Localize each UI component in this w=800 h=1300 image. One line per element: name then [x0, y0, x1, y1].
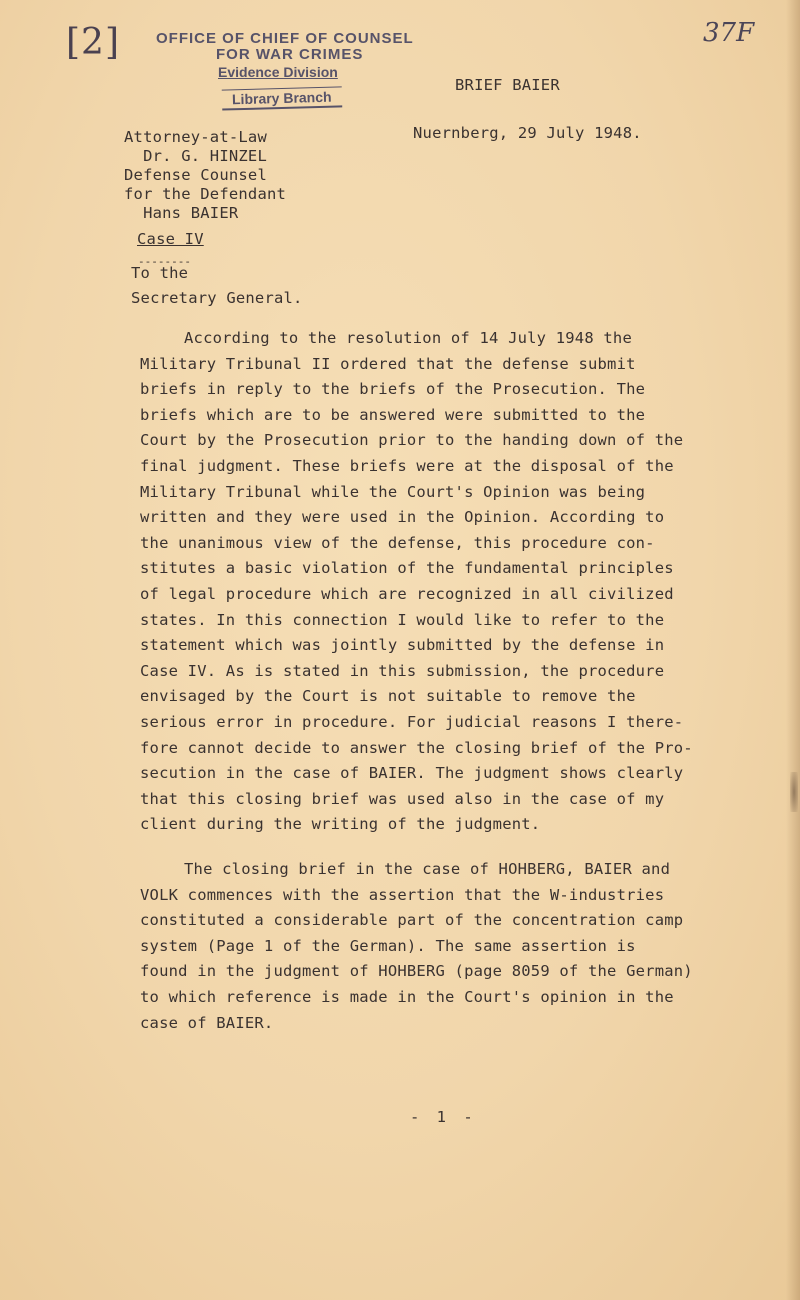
text-line: final judgment. These briefs were at the disposal of the: [140, 456, 674, 475]
handwritten-reference: 37F: [703, 18, 755, 48]
stamp-line-division: Evidence Division: [218, 64, 338, 80]
text-line: Military Tribunal while the Court's Opinion was being: [140, 482, 646, 501]
text-line: system (Page 1 of the German). The same assertion is: [140, 936, 636, 955]
text-line: fore cannot decide to answer the closing brief of the Pro-: [140, 738, 693, 757]
sender-line: Defense Counsel: [124, 166, 267, 184]
sender-block: [124, 128, 286, 223]
text-line: constituted a considerable part of the concentration camp: [140, 911, 684, 930]
document-type: BRIEF BAIER: [455, 76, 560, 94]
stamp-line-war-crimes: FOR WAR CRIMES: [216, 46, 364, 63]
body-paragraph-1: [140, 326, 760, 838]
text-line: Case IV. As is stated in this submission, the procedure: [140, 661, 665, 680]
edge-smudge: [790, 772, 798, 812]
text-line: client during the writing of the judgment.: [140, 815, 541, 834]
sender-line: Attorney-at-Law: [124, 128, 267, 146]
sender-line: for the Defendant: [124, 185, 287, 203]
text-line: briefs in reply to the briefs of the Prosecution. The: [140, 380, 646, 399]
case-label: Case IV: [137, 230, 204, 248]
sender-line: Hans BAIER: [124, 204, 239, 222]
text-line: envisaged by the Court is not suitable to remove the: [140, 687, 636, 706]
case-double-underline: --------: [138, 255, 191, 268]
text-line: the unanimous view of the defense, this procedure con-: [140, 533, 655, 552]
text-line: found in the judgment of HOHBERG (page 8059 of the German): [140, 962, 693, 981]
text-line: states. In this connection I would like to refer to the: [140, 610, 665, 629]
archive-number: [2]: [66, 22, 120, 63]
addressee-line: To the: [131, 264, 189, 282]
page-edge-shadow: [786, 0, 800, 1300]
page-number: - 1 -: [410, 1108, 477, 1126]
text-line: statement which was jointly submitted by the defense in: [140, 636, 665, 655]
sender-line: Dr. G. HINZEL: [124, 147, 267, 165]
text-line: of legal procedure which are recognized in all civilized: [140, 584, 674, 603]
text-line: to which reference is made in the Court's opinion in the: [140, 987, 674, 1006]
text-line: serious error in procedure. For judicial reasons I there-: [140, 712, 684, 731]
place-date: Nuernberg, 29 July 1948.: [413, 124, 642, 142]
stamp-line-office: OFFICE OF CHIEF OF COUNSEL: [156, 30, 414, 47]
stamp-line-branch: Library Branch: [222, 86, 342, 110]
text-line: secution in the case of BAIER. The judgment shows clearly: [140, 764, 684, 783]
text-line: Military Tribunal II ordered that the defense submit: [140, 354, 636, 373]
body-paragraph-2: [140, 857, 760, 1036]
text-line: stitutes a basic violation of the fundamental principles: [140, 559, 674, 578]
text-line: that this closing brief was used also in the case of my: [140, 789, 665, 808]
addressee-line: Secretary General.: [131, 289, 303, 307]
office-stamp: [152, 26, 442, 110]
text-line: briefs which are to be answered were submitted to the: [140, 405, 646, 424]
text-line: case of BAIER.: [140, 1013, 274, 1032]
text-line: The closing brief in the case of HOHBERG, BAIER and: [184, 860, 671, 878]
text-line: According to the resolution of 14 July 1948 the: [184, 329, 632, 347]
text-line: VOLK commences with the assertion that the W-industries: [140, 885, 665, 904]
text-line: written and they were used in the Opinion. According to: [140, 508, 665, 527]
text-line: Court by the Prosecution prior to the handing down of the: [140, 431, 684, 450]
